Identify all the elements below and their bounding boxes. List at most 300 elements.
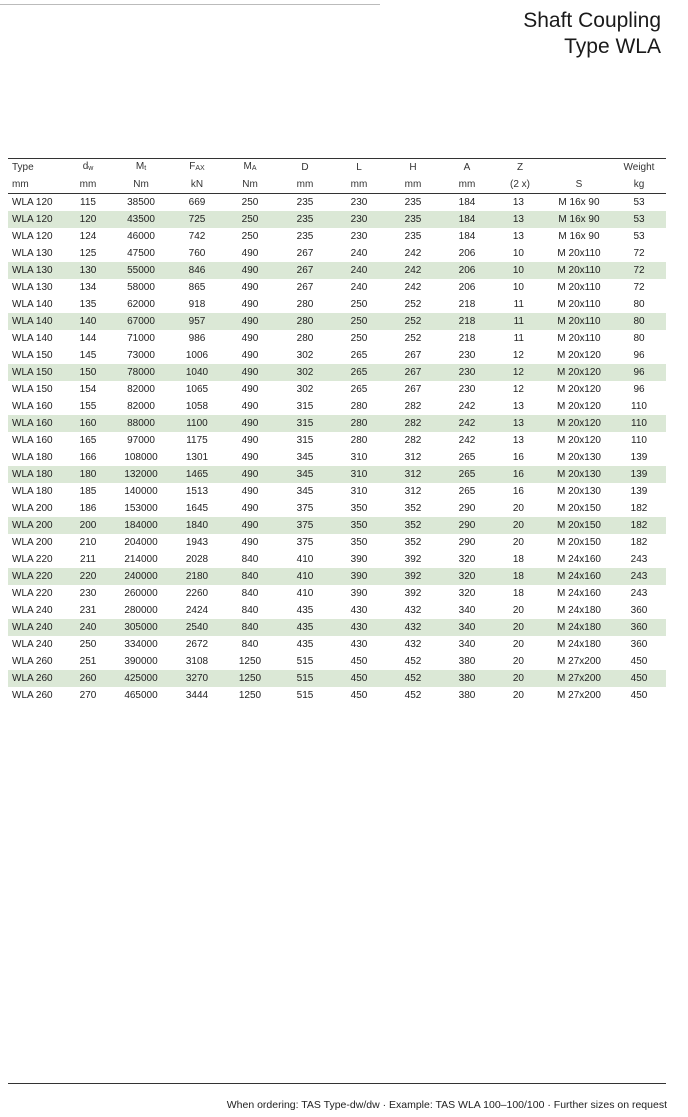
cell-fax: 957 — [172, 313, 222, 330]
cell-h: 252 — [386, 313, 440, 330]
cell-d: 235 — [278, 211, 332, 228]
cell-weight: 72 — [633, 248, 645, 259]
cell-weight: 450 — [612, 670, 666, 687]
cell-fax: 986 — [188, 333, 206, 344]
cell-weight: 360 — [612, 619, 666, 636]
cell-ma: 840 — [241, 554, 259, 565]
cell-s: M 16x 90 — [558, 231, 600, 242]
cell-d: 515 — [296, 690, 314, 701]
cell-type: WLA 180 — [8, 466, 66, 483]
cell-fax: 2180 — [172, 568, 222, 585]
cell-z: 16 — [512, 452, 524, 463]
table-row — [8, 483, 666, 500]
cell-mt: 425000 — [110, 670, 172, 687]
cell-h: 452 — [404, 690, 422, 701]
cell-type: WLA 220 — [12, 554, 53, 565]
cell-ma: 490 — [241, 503, 259, 514]
cell-ma: 1250 — [238, 690, 262, 701]
table-row — [8, 687, 666, 704]
cell-ma: 490 — [222, 313, 278, 330]
cell-mt: 73000 — [127, 350, 155, 361]
cell-dw: 155 — [79, 401, 97, 412]
cell-ma: 490 — [222, 415, 278, 432]
cell-weight: 182 — [630, 537, 648, 548]
cell-ma: 490 — [241, 333, 259, 344]
cell-s: M 20x120 — [546, 364, 612, 381]
unit-z: (2 x) — [494, 177, 546, 194]
table-row — [8, 551, 666, 568]
cell-fax: 2028 — [185, 554, 209, 565]
cell-weight: 243 — [630, 588, 648, 599]
cell-s: M 27x200 — [557, 690, 601, 701]
table-row — [8, 296, 666, 313]
spec-table — [8, 158, 666, 704]
cell-fax: 1840 — [172, 517, 222, 534]
cell-s: M 20x110 — [546, 313, 612, 330]
cell-dw: 166 — [79, 452, 97, 463]
cell-fax: 1065 — [185, 384, 209, 395]
cell-d: 235 — [296, 197, 314, 208]
cell-s: M 20x150 — [557, 503, 601, 514]
cell-z: 20 — [512, 605, 524, 616]
table-row — [8, 313, 666, 330]
cell-fax: 2424 — [185, 605, 209, 616]
cell-weight: 139 — [612, 466, 666, 483]
cell-z: 18 — [512, 554, 524, 565]
cell-fax: 2540 — [172, 619, 222, 636]
cell-mt: 47500 — [127, 248, 155, 259]
cell-d: 315 — [278, 415, 332, 432]
cell-d: 345 — [278, 466, 332, 483]
cell-weight: 96 — [612, 364, 666, 381]
cell-s: M 20x130 — [557, 486, 601, 497]
cell-a: 218 — [458, 299, 476, 310]
cell-dw: 125 — [79, 248, 97, 259]
cell-l: 430 — [350, 605, 368, 616]
cell-mt: 62000 — [127, 299, 155, 310]
ordering-note: When ordering: TAS Type-dw/dw · Example: TAS WLA 100–100/100 · Further sizes on request — [226, 1099, 667, 1111]
cell-ma: 250 — [222, 211, 278, 228]
cell-z: 13 — [494, 211, 546, 228]
cell-type: WLA 160 — [12, 401, 53, 412]
cell-type: WLA 150 — [12, 350, 53, 361]
cell-dw: 145 — [79, 350, 97, 361]
cell-fax: 1040 — [172, 364, 222, 381]
cell-h: 242 — [404, 282, 422, 293]
header-row-symbols — [8, 159, 666, 178]
cell-dw: 120 — [66, 211, 110, 228]
cell-h: 282 — [404, 435, 422, 446]
page-title — [523, 8, 661, 60]
cell-l: 390 — [332, 568, 386, 585]
cell-a: 290 — [458, 537, 476, 548]
cell-d: 302 — [278, 364, 332, 381]
cell-dw: 180 — [66, 466, 110, 483]
cell-dw: 140 — [66, 313, 110, 330]
cell-dw: 115 — [80, 197, 96, 208]
cell-l: 230 — [332, 211, 386, 228]
cell-weight: 80 — [633, 333, 645, 344]
cell-ma: 490 — [241, 401, 259, 412]
cell-d: 410 — [296, 588, 314, 599]
cell-dw: 231 — [79, 605, 97, 616]
cell-weight: 243 — [612, 568, 666, 585]
table-row — [8, 432, 666, 449]
cell-h: 312 — [404, 486, 422, 497]
cell-weight: 72 — [612, 262, 666, 279]
cell-ma: 840 — [241, 605, 259, 616]
cell-dw: 240 — [66, 619, 110, 636]
cell-z: 12 — [494, 364, 546, 381]
cell-fax: 1645 — [185, 503, 209, 514]
cell-s: M 20x120 — [546, 415, 612, 432]
cell-type: WLA 140 — [8, 313, 66, 330]
cell-mt: 214000 — [124, 554, 158, 565]
cell-weight: 96 — [633, 350, 645, 361]
cell-type: WLA 180 — [12, 486, 53, 497]
cell-a: 380 — [440, 670, 494, 687]
cell-z: 13 — [512, 401, 524, 412]
cell-weight: 110 — [631, 401, 647, 412]
cell-dw: 124 — [79, 231, 97, 242]
cell-s: M 24x160 — [546, 568, 612, 585]
cell-weight: 139 — [630, 452, 648, 463]
cell-mt: 140000 — [124, 486, 158, 497]
cell-h: 242 — [404, 248, 422, 259]
cell-type: WLA 220 — [12, 588, 53, 599]
cell-d: 435 — [296, 639, 314, 650]
cell-s: M 20x110 — [557, 333, 601, 344]
cell-l: 265 — [350, 384, 368, 395]
col-header-dw: $d_w$ — [66, 159, 110, 178]
cell-type: WLA 200 — [12, 537, 53, 548]
cell-z: 16 — [494, 466, 546, 483]
cell-weight: 53 — [633, 231, 645, 242]
cell-a: 320 — [458, 588, 476, 599]
table-header — [8, 159, 666, 194]
cell-type: WLA 220 — [8, 568, 66, 585]
cell-s: M 24x160 — [557, 554, 601, 565]
cell-type: WLA 120 — [8, 211, 66, 228]
cell-s: M 20x120 — [557, 401, 601, 412]
cell-d: 267 — [296, 282, 314, 293]
cell-ma: 490 — [241, 486, 259, 497]
cell-dw: 250 — [79, 639, 97, 650]
cell-h: 392 — [404, 554, 422, 565]
cell-l: 280 — [350, 435, 368, 446]
cell-z: 12 — [512, 350, 524, 361]
cell-d: 375 — [296, 503, 314, 514]
table-row — [8, 347, 666, 364]
cell-h: 312 — [404, 452, 422, 463]
bottom-rule — [8, 1083, 666, 1084]
cell-s: M 20x130 — [546, 466, 612, 483]
unit-ma: Nm — [222, 177, 278, 194]
cell-s: M 20x110 — [546, 262, 612, 279]
table-row — [8, 517, 666, 534]
spec-table-container — [8, 158, 666, 704]
cell-ma: 490 — [222, 466, 278, 483]
cell-h: 352 — [386, 517, 440, 534]
cell-ma: 490 — [222, 364, 278, 381]
cell-z: 20 — [512, 503, 524, 514]
unit-d: mm — [278, 177, 332, 194]
table-row — [8, 262, 666, 279]
cell-l: 450 — [332, 670, 386, 687]
cell-fax: 742 — [188, 231, 206, 242]
top-rule — [0, 4, 380, 5]
cell-ma: 490 — [241, 452, 259, 463]
cell-z: 12 — [512, 384, 524, 395]
cell-z: 13 — [512, 197, 524, 208]
cell-d: 302 — [296, 350, 314, 361]
cell-l: 240 — [350, 248, 368, 259]
cell-d: 410 — [296, 554, 314, 565]
cell-dw: 160 — [66, 415, 110, 432]
cell-s: M 20x110 — [557, 299, 601, 310]
title-line-2: Type WLA — [564, 35, 661, 58]
cell-h: 282 — [404, 401, 422, 412]
cell-type: WLA 200 — [12, 503, 53, 514]
cell-z: 11 — [513, 333, 524, 344]
cell-fax: 865 — [188, 282, 206, 293]
cell-ma: 490 — [241, 350, 259, 361]
cell-type: WLA 130 — [12, 282, 53, 293]
cell-d: 280 — [296, 333, 314, 344]
table-row — [8, 670, 666, 687]
cell-a: 206 — [458, 282, 476, 293]
table-row — [8, 330, 666, 347]
cell-mt: 153000 — [124, 503, 158, 514]
cell-ma: 840 — [222, 568, 278, 585]
cell-a: 290 — [440, 517, 494, 534]
cell-mt: 43500 — [110, 211, 172, 228]
cell-weight: 182 — [612, 517, 666, 534]
cell-a: 265 — [458, 486, 476, 497]
cell-d: 315 — [296, 435, 314, 446]
unit-weight: kg — [612, 177, 666, 194]
cell-fax: 3444 — [185, 690, 209, 701]
table-row — [8, 211, 666, 228]
cell-mt: 82000 — [127, 384, 155, 395]
cell-d: 345 — [296, 486, 314, 497]
cell-mt: 108000 — [124, 452, 158, 463]
col-header-a: A — [440, 159, 494, 178]
cell-s: M 27x200 — [546, 670, 612, 687]
cell-d: 267 — [278, 262, 332, 279]
cell-dw: 186 — [79, 503, 97, 514]
cell-fax: 3108 — [185, 656, 209, 667]
cell-h: 352 — [404, 503, 422, 514]
cell-mt: 55000 — [110, 262, 172, 279]
cell-l: 250 — [350, 333, 368, 344]
col-header-h: H — [386, 159, 440, 178]
cell-a: 230 — [458, 350, 476, 361]
cell-type: WLA 140 — [12, 299, 53, 310]
cell-ma: 490 — [222, 517, 278, 534]
cell-type: WLA 120 — [12, 197, 53, 208]
cell-mt: 88000 — [110, 415, 172, 432]
cell-z: 20 — [512, 537, 524, 548]
unit-l: mm — [332, 177, 386, 194]
cell-dw: 185 — [79, 486, 97, 497]
col-header-fax: $F_{AX}$ — [172, 159, 222, 178]
cell-a: 380 — [458, 656, 476, 667]
unit-h: mm — [386, 177, 440, 194]
cell-l: 310 — [350, 452, 368, 463]
cell-type: WLA 160 — [12, 435, 53, 446]
table-row — [8, 381, 666, 398]
cell-d: 235 — [296, 231, 314, 242]
cell-h: 235 — [404, 231, 422, 242]
cell-s: M 20x120 — [557, 350, 601, 361]
cell-l: 240 — [350, 282, 368, 293]
table-row — [8, 449, 666, 466]
cell-dw: 211 — [80, 554, 96, 565]
cell-z: 20 — [494, 670, 546, 687]
col-header-type: Type — [8, 159, 66, 178]
table-row — [8, 534, 666, 551]
cell-weight: 80 — [633, 299, 645, 310]
unit-mt: Nm — [110, 177, 172, 194]
cell-d: 280 — [296, 299, 314, 310]
cell-s: M 16x 90 — [558, 197, 600, 208]
table-row — [8, 228, 666, 245]
cell-ma: 490 — [241, 248, 259, 259]
cell-type: WLA 200 — [8, 517, 66, 534]
cell-type: WLA 240 — [8, 619, 66, 636]
cell-z: 20 — [512, 639, 524, 650]
cell-weight: 360 — [630, 605, 648, 616]
table-body — [8, 194, 666, 705]
cell-l: 350 — [332, 517, 386, 534]
cell-s: M 20x120 — [557, 384, 601, 395]
cell-a: 230 — [458, 384, 476, 395]
cell-dw: 230 — [79, 588, 97, 599]
cell-a: 242 — [458, 401, 476, 412]
cell-d: 410 — [278, 568, 332, 585]
table-row — [8, 398, 666, 415]
cell-h: 432 — [386, 619, 440, 636]
cell-dw: 154 — [79, 384, 97, 395]
cell-fax: 1513 — [185, 486, 209, 497]
table-row — [8, 279, 666, 296]
cell-a: 242 — [458, 435, 476, 446]
cell-dw: 135 — [79, 299, 97, 310]
cell-type: WLA 130 — [12, 248, 53, 259]
table-row — [8, 585, 666, 602]
cell-l: 265 — [350, 350, 368, 361]
unit-fax: kN — [172, 177, 222, 194]
cell-l: 390 — [350, 554, 368, 565]
cell-a: 290 — [458, 503, 476, 514]
cell-weight: 53 — [612, 211, 666, 228]
cell-h: 252 — [404, 299, 422, 310]
cell-s: M 20x110 — [557, 282, 601, 293]
cell-mt: 204000 — [124, 537, 158, 548]
header-row-units — [8, 177, 666, 194]
cell-type: WLA 180 — [12, 452, 53, 463]
cell-type: WLA 260 — [12, 690, 53, 701]
col-header-z: Z — [494, 159, 546, 178]
cell-h: 235 — [404, 197, 422, 208]
cell-ma: 490 — [241, 435, 259, 446]
cell-s: M 24x160 — [557, 588, 601, 599]
cell-h: 392 — [404, 588, 422, 599]
cell-h: 267 — [386, 364, 440, 381]
table-row — [8, 364, 666, 381]
cell-a: 218 — [458, 333, 476, 344]
cell-z: 20 — [512, 656, 524, 667]
cell-type: WLA 120 — [12, 231, 53, 242]
cell-h: 392 — [386, 568, 440, 585]
cell-dw: 210 — [79, 537, 97, 548]
cell-fax: 1301 — [185, 452, 209, 463]
cell-z: 13 — [512, 435, 524, 446]
cell-ma: 490 — [241, 537, 259, 548]
cell-weight: 450 — [630, 690, 648, 701]
cell-dw: 220 — [66, 568, 110, 585]
cell-fax: 1058 — [185, 401, 209, 412]
cell-d: 280 — [278, 313, 332, 330]
cell-l: 250 — [332, 313, 386, 330]
cell-mt: 97000 — [127, 435, 155, 446]
cell-weight: 182 — [630, 503, 648, 514]
cell-mt: 46000 — [127, 231, 155, 242]
cell-weight: 96 — [633, 384, 645, 395]
cell-weight: 360 — [630, 639, 648, 650]
table-row — [8, 466, 666, 483]
cell-ma: 490 — [241, 282, 259, 293]
cell-s: M 20x150 — [557, 537, 601, 548]
cell-mt: 82000 — [127, 401, 155, 412]
cell-ma: 840 — [241, 588, 259, 599]
cell-a: 206 — [458, 248, 476, 259]
cell-a: 206 — [440, 262, 494, 279]
cell-fax: 3270 — [172, 670, 222, 687]
unit-s: S — [546, 177, 612, 194]
cell-a: 242 — [440, 415, 494, 432]
cell-mt: 305000 — [110, 619, 172, 636]
cell-mt: 58000 — [127, 282, 155, 293]
cell-ma: 490 — [222, 262, 278, 279]
cell-fax: 1175 — [186, 435, 208, 446]
cell-l: 450 — [350, 656, 368, 667]
cell-l: 390 — [350, 588, 368, 599]
table-row — [8, 619, 666, 636]
cell-ma: 1250 — [222, 670, 278, 687]
cell-d: 315 — [296, 401, 314, 412]
cell-weight: 110 — [612, 415, 666, 432]
cell-s: M 16x 90 — [546, 211, 612, 228]
cell-fax: 2260 — [185, 588, 209, 599]
cell-d: 267 — [296, 248, 314, 259]
cell-l: 230 — [350, 231, 368, 242]
cell-type: WLA 140 — [12, 333, 53, 344]
cell-s: M 24x180 — [557, 605, 601, 616]
cell-h: 267 — [404, 350, 422, 361]
cell-dw: 165 — [79, 435, 97, 446]
cell-a: 340 — [458, 639, 476, 650]
cell-type: WLA 260 — [8, 670, 66, 687]
cell-l: 280 — [332, 415, 386, 432]
cell-h: 252 — [404, 333, 422, 344]
cell-z: 20 — [512, 690, 524, 701]
cell-z: 11 — [513, 299, 524, 310]
cell-a: 340 — [458, 605, 476, 616]
cell-mt: 184000 — [110, 517, 172, 534]
table-row — [8, 245, 666, 262]
